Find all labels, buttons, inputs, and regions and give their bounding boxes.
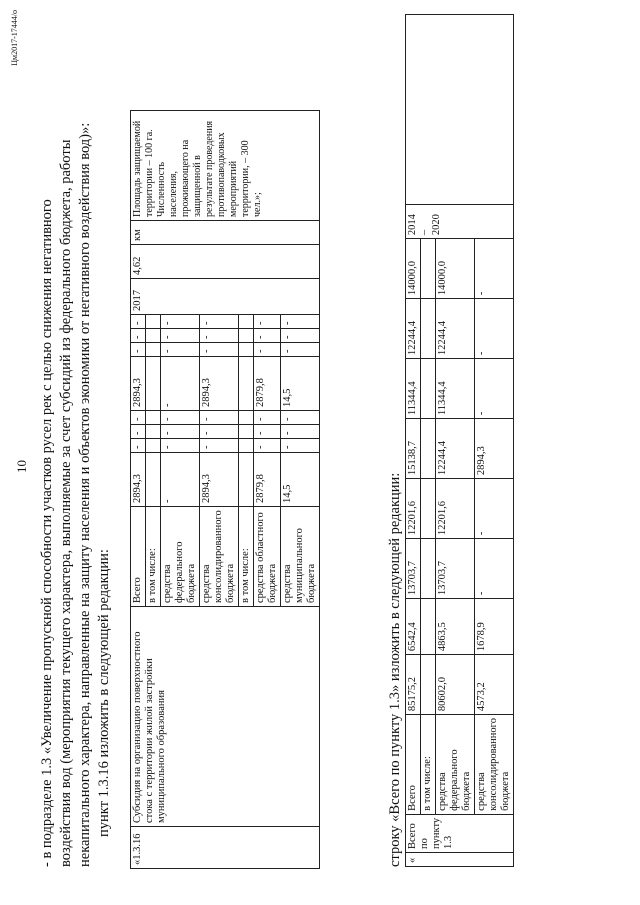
cell-value: -: [281, 315, 320, 329]
row-label: средства областного бюджета: [254, 507, 281, 607]
intro-line-4: пункт 1.3.16 изложить в следующей редакции:: [96, 549, 112, 837]
cell-value: -: [475, 299, 514, 359]
cell-value: -: [281, 439, 320, 453]
cell-code: Всего по пункту 1.3: [406, 814, 514, 852]
cell-value: -: [475, 239, 514, 299]
cell-value: -: [161, 357, 200, 411]
cell-value: -: [254, 439, 281, 453]
cell-value: -: [131, 411, 146, 425]
cell-value: 12244,4: [436, 299, 475, 359]
cell-value: 13703,7: [436, 539, 475, 599]
table-row: [406, 15, 421, 867]
cell-value: 12201,6: [436, 479, 475, 539]
cell-value: -: [131, 439, 146, 453]
cell-value: 4573,2: [475, 655, 514, 715]
cell-value: 13703,7: [406, 539, 421, 599]
cell-amount: 4,62: [131, 245, 320, 279]
cell-value: -: [475, 479, 514, 539]
intro-line-3: некапитального характера, направленные на защиту населения и объектов экономики от негативного воздействия вод)»:: [77, 122, 93, 867]
cell-value: -: [131, 315, 146, 329]
row-label: в том числе:: [421, 715, 436, 815]
cell-value: -: [131, 329, 146, 343]
cell-value: -: [161, 411, 200, 425]
cell-value: -: [281, 329, 320, 343]
cell-value: -: [281, 411, 320, 425]
cell-value: -: [254, 425, 281, 439]
cell-value: 14000,0: [406, 239, 421, 299]
cell-value: 1678,9: [475, 599, 514, 655]
cell-value: 2879,8: [254, 357, 281, 411]
cell-empty: [406, 15, 514, 205]
cell-value: -: [200, 343, 239, 357]
cell-code: «1.3.16: [131, 827, 320, 869]
cell-value: -: [161, 329, 200, 343]
cell-value: -: [281, 343, 320, 357]
row-label: средства консолидированного бюджета: [475, 715, 514, 815]
cell-value: 2894,3: [131, 357, 146, 411]
cell-value: -: [200, 425, 239, 439]
cell-value: 80602,0: [436, 655, 475, 715]
row-label: в том числе:: [239, 507, 254, 607]
document-code: Цм2017-17444/о: [10, 10, 19, 66]
cell-quote: «: [406, 853, 514, 867]
row-label: средства федерального бюджета: [436, 715, 475, 815]
cell-value: -: [254, 315, 281, 329]
row-label: средства федерального бюджета: [161, 507, 200, 607]
cell-value: -: [254, 411, 281, 425]
cell-value: 14,5: [281, 357, 320, 411]
row-label: средства консолидированного бюджета: [200, 507, 239, 607]
cell-value: -: [254, 329, 281, 343]
table-total-1-3: [405, 14, 514, 867]
paragraph-total: строку «Всего по пункту 1.3» изложить в следующей редакции:: [387, 472, 403, 867]
cell-value: -: [475, 359, 514, 419]
cell-value: -: [200, 411, 239, 425]
cell-value: 12244,4: [436, 419, 475, 479]
page-number: 10: [14, 460, 29, 473]
table-item-1-3-16: [130, 110, 320, 869]
cell-value: 6542,4: [406, 599, 421, 655]
cell-value: -: [131, 343, 146, 357]
intro-line-2: воздействия вод (мероприятия текущего характера, выполняемые за счет субсидий из федерального бюджета, работы: [58, 139, 74, 867]
intro-line-1: - в подразделе 1.3 «Увеличение пропускной способности участков русел рек с целью снижения негативного: [39, 199, 55, 867]
cell-value: 14,5: [281, 453, 320, 507]
cell-value: 4863,5: [436, 599, 475, 655]
cell-year: 2017: [131, 279, 320, 315]
cell-value: 2879,8: [254, 453, 281, 507]
cell-value: 15138,7: [406, 419, 421, 479]
cell-indicators: Площадь защищаемой территории – 100 га. Численность населения, проживающего на защищенной в результате проведения противопаводковых мероприятий территории, – 300 чел.»;: [131, 111, 320, 221]
cell-value: -: [200, 439, 239, 453]
table-row: [131, 111, 146, 869]
cell-value: -: [475, 539, 514, 599]
row-label: средства муниципального бюджета: [281, 507, 320, 607]
cell-value: -: [200, 329, 239, 343]
cell-value: -: [161, 439, 200, 453]
cell-period: 2014 – 2020: [406, 205, 514, 239]
cell-value: 2894,3: [200, 357, 239, 411]
paragraph-intro: [38, 37, 114, 867]
cell-value: 12244,4: [406, 299, 421, 359]
cell-value: -: [131, 425, 146, 439]
cell-name: Субсидия на организацию поверхностного стока с территории жилой застройки муниципального образования: [131, 607, 320, 827]
cell-value: -: [254, 343, 281, 357]
cell-value: 85175,2: [406, 655, 421, 715]
row-label: Всего: [131, 507, 146, 607]
cell-value: 14000,0: [436, 239, 475, 299]
row-label: Всего: [406, 715, 421, 815]
cell-value: -: [161, 315, 200, 329]
cell-value: 12201,6: [406, 479, 421, 539]
cell-value: -: [200, 315, 239, 329]
cell-value: 2894,3: [131, 453, 146, 507]
cell-unit: км: [131, 221, 320, 245]
cell-value: 2894,3: [475, 419, 514, 479]
cell-value: 2894,3: [200, 453, 239, 507]
cell-value: -: [161, 343, 200, 357]
cell-value: -: [161, 453, 200, 507]
cell-value: 11344,4: [436, 359, 475, 419]
cell-value: -: [161, 425, 200, 439]
row-label: в том числе:: [146, 507, 161, 607]
cell-value: 11344,4: [406, 359, 421, 419]
cell-value: -: [281, 425, 320, 439]
